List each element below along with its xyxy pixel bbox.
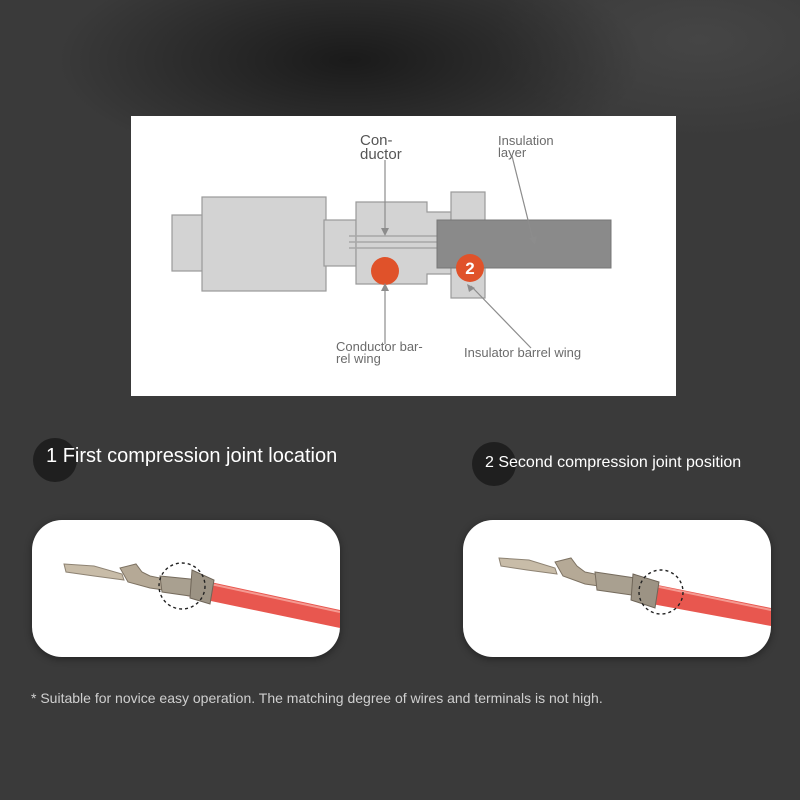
terminal-diagram xyxy=(131,116,676,396)
insulator-barrel xyxy=(631,574,659,608)
terminal-pin xyxy=(172,215,204,271)
crimped-terminal-image-1 xyxy=(32,520,340,657)
red-wire xyxy=(641,582,771,626)
photo-card-first-joint xyxy=(32,520,340,657)
step-2-number: 2 xyxy=(485,454,494,471)
step-1-heading xyxy=(46,445,337,468)
terminal-body xyxy=(120,564,164,590)
insulator-barrel-wing-label: Insulator barrel wing xyxy=(464,345,582,360)
insulator-wing-leader-line xyxy=(471,286,531,348)
terminal-pin xyxy=(64,564,124,580)
marker-2-label: 2 xyxy=(465,259,475,278)
step-2-text: Second compression joint position xyxy=(498,454,742,471)
footnote: * Suitable for novice easy operation. The matching degree of wires and terminals is not high. xyxy=(31,690,603,706)
marker-1-icon xyxy=(371,257,399,285)
crimped-terminal-image-2 xyxy=(463,520,771,657)
conductor-label: Con- ductor xyxy=(360,132,402,163)
terminal-body xyxy=(202,197,326,291)
step-1-number: 1 xyxy=(46,445,58,467)
step-2-heading xyxy=(485,454,741,472)
terminal-neck xyxy=(324,220,356,266)
conductor-barrel-wing-label: Conductor bar- rel wing xyxy=(336,339,423,366)
terminal-body xyxy=(555,558,599,586)
insulation-layer-label: Insulation layer xyxy=(498,133,554,160)
photo-card-second-joint xyxy=(463,520,771,657)
terminal-pin xyxy=(499,558,557,574)
step-1-text: First compression joint location xyxy=(62,445,338,467)
